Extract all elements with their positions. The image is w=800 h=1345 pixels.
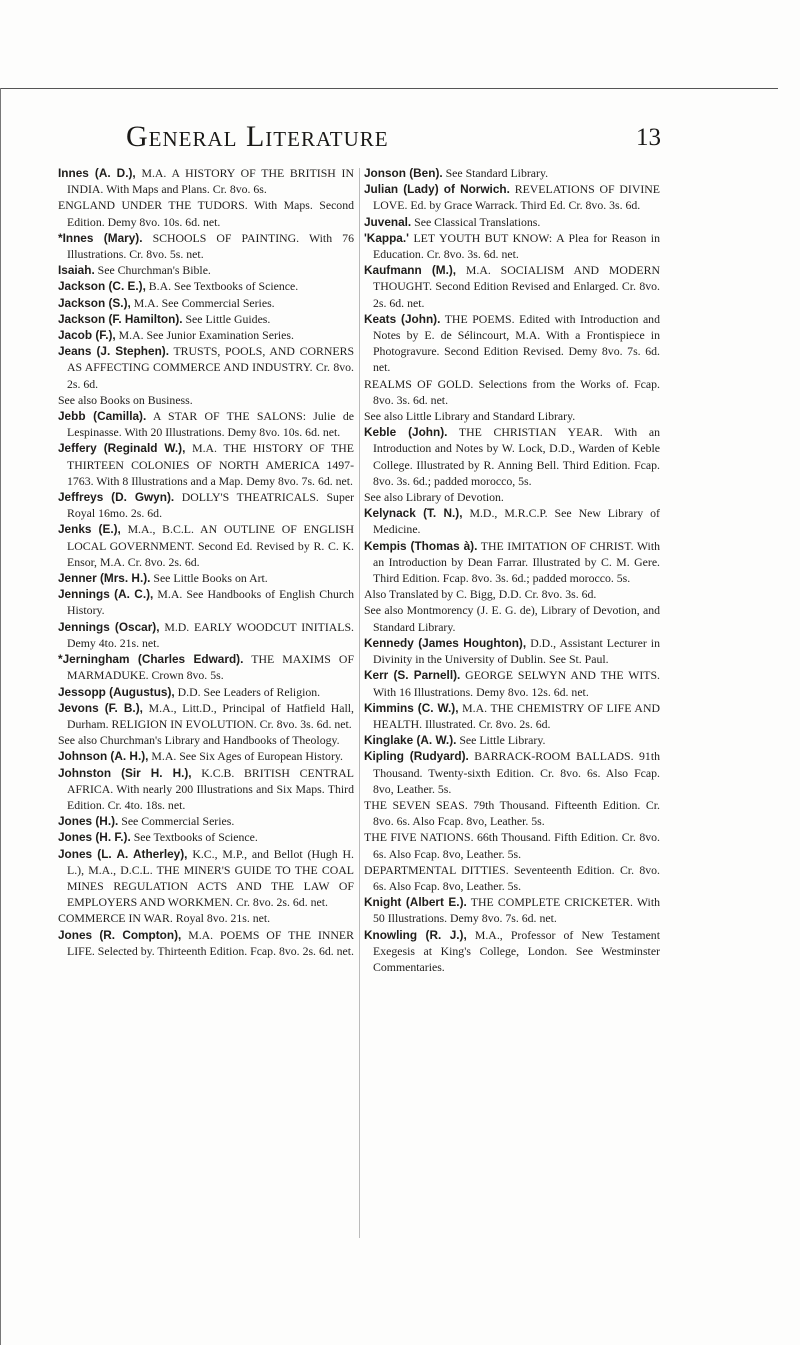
catalog-entry xyxy=(364,311,660,376)
catalog-entry xyxy=(58,230,354,262)
entry-text: DOLLY'S THEATRICALS. Super Royal 16mo. 2s. 6d. xyxy=(67,490,354,521)
entry-text: THE COMPLETE CRICKETER. With 50 Illustrations. Demy 8vo. 7s. 6d. net. xyxy=(373,895,660,926)
entry-author: Innes (A. D.), xyxy=(58,166,136,180)
entry-author: Knowling (R. J.), xyxy=(364,927,467,942)
catalog-entry xyxy=(58,910,354,926)
entry-text: M.A. See Handbooks of English Church History. xyxy=(67,587,354,618)
catalog-entry xyxy=(58,570,354,586)
catalog-entry xyxy=(58,748,354,764)
entry-text: See Standard Library. xyxy=(442,166,549,180)
catalog-entry xyxy=(364,408,660,424)
catalog-entry xyxy=(58,278,354,294)
entry-text: THE MAXIMS OF MARMADUKE. Crown 8vo. 5s. xyxy=(67,652,354,683)
catalog-entry xyxy=(58,829,354,845)
entry-text: See also Little Library and Standard Library. xyxy=(364,409,576,424)
entry-author: 'Kappa.' xyxy=(364,230,409,245)
entry-author: Jackson (S.), xyxy=(58,295,131,310)
entry-text: M.A. A HISTORY OF THE BRITISH IN INDIA. With Maps and Plans. Cr. 8vo. 6s. xyxy=(67,166,354,197)
right-column xyxy=(364,165,660,1315)
catalog-entry xyxy=(364,862,660,894)
entry-text: M.A., B.C.L. AN OUTLINE OF ENGLISH LOCAL GOVERNMENT. Second Ed. Revised by R. C. K. Ensor, M.A. Cr. 8vo. 2s. 6d. xyxy=(67,522,354,569)
entry-author: Keats (John). xyxy=(364,311,441,326)
entry-text: See also Churchman's Library and Handbooks of Theology. xyxy=(58,733,340,748)
entry-author: Jessopp (Augustus), xyxy=(58,684,175,699)
catalog-entry xyxy=(58,846,354,911)
entry-author: Julian (Lady) of Norwich. xyxy=(364,182,510,197)
entry-author: Johnston (Sir H. H.), xyxy=(58,765,192,780)
catalog-entry xyxy=(58,408,354,440)
catalog-entry xyxy=(58,521,354,570)
entry-text: M.A., Litt.D., Principal of Hatfield Hall, Durham. RELIGION IN EVOLUTION. Cr. 8vo. 3s. 6d. net. xyxy=(67,700,354,731)
entry-author: Jones (R. Compton), xyxy=(58,927,182,942)
catalog-entry xyxy=(364,538,660,587)
entry-text: M.A. THE CHEMISTRY OF LIFE AND HEALTH. Illustrated. Cr. 8vo. 2s. 6d. xyxy=(373,700,660,731)
entry-text: B.A. See Textbooks of Science. xyxy=(145,279,299,294)
catalog-entry xyxy=(364,586,660,602)
catalog-entry xyxy=(58,765,354,814)
catalog-entry xyxy=(58,295,354,311)
entry-text: COMMERCE IN WAR. Royal 8vo. 21s. net. xyxy=(58,911,271,926)
entry-text: THE IMITATION OF CHRIST. With an Introduction by Dean Farrar. Illustrated by C. M. Gere. Third Edition. Fcap. 8vo. 3s. 6d.; padded morocco. 5s. xyxy=(373,538,660,586)
page-top-edge xyxy=(0,88,778,89)
catalog-entry xyxy=(364,927,660,976)
entry-author: Kimmins (C. W.), xyxy=(364,700,459,715)
catalog-entry xyxy=(364,376,660,408)
catalog-entry xyxy=(364,732,660,748)
entry-text: LET YOUTH BUT KNOW: A Plea for Reason in Education. Cr. 8vo. 3s. 6d. net. xyxy=(373,230,660,262)
entry-author: Jeans (J. Stephen). xyxy=(58,344,169,359)
catalog-entry xyxy=(364,230,660,262)
catalog-entry xyxy=(58,813,354,829)
entry-text: THE POEMS. Edited with Introduction and Notes by E. de Sélincourt, M.A. With a Frontispiece in Photogravure. Second Edition Revised. Demy 8vo. 7s. 6d. net. xyxy=(373,311,660,375)
entry-text: M.A. See Six Ages of European History. xyxy=(148,749,343,764)
entry-author: *Innes (Mary). xyxy=(58,230,143,245)
entry-author: Jones (H. F.). xyxy=(58,830,131,845)
catalog-entry xyxy=(364,635,660,667)
catalog-entry xyxy=(364,489,660,505)
catalog-entry xyxy=(58,392,354,408)
entry-author: Jeffreys (D. Gwyn). xyxy=(58,490,175,505)
catalog-entry xyxy=(364,424,660,489)
catalog-entry xyxy=(58,732,354,748)
catalog-entry xyxy=(58,586,354,618)
entry-text: K.C., M.P., and Bellot (Hugh H. L.), M.A., D.C.L. THE MINER'S GUIDE TO THE COAL MINES REGULATION ACTS AND THE LAW OF EMPLOYERS AND WORKMEN. Cr. 8vo. 2s. 6d. net. xyxy=(67,846,354,910)
entry-text: REALMS OF GOLD. Selections from the Works of. Fcap. 8vo. 3s. 6d. net. xyxy=(364,376,660,407)
entry-author: Johnson (A. H.), xyxy=(58,749,149,764)
entry-author: Jennings (A. C.), xyxy=(58,587,154,602)
entry-text: See Textbooks of Science. xyxy=(130,830,258,845)
catalog-entry xyxy=(58,343,354,392)
entry-author: Kennedy (James Houghton), xyxy=(364,635,527,650)
catalog-entry xyxy=(364,262,660,311)
entry-text: M.A., Professor of New Testament Exegesis at King's College, London. See Westminster Commentaries. xyxy=(373,927,660,974)
entry-author: Jevons (F. B.), xyxy=(58,700,143,715)
entry-author: Knight (Albert E.). xyxy=(364,895,467,910)
page-number: 13 xyxy=(636,124,661,151)
catalog-entry xyxy=(364,165,660,181)
entry-text: See also Books on Business. xyxy=(58,392,193,407)
entry-author: Kelynack (T. N.), xyxy=(364,506,463,521)
entry-text: M.A. SOCIALISM AND MODERN THOUGHT. Second Edition Revised and Enlarged. Cr. 8vo. 2s. 6d. net. xyxy=(373,263,660,310)
entry-author: Kipling (Rudyard). xyxy=(364,749,469,764)
catalog-entry xyxy=(58,489,354,521)
entry-author: Jones (H.). xyxy=(58,814,119,829)
entry-text: D.D., Assistant Lecturer in Divinity in the University of Dublin. See St. Paul. xyxy=(373,635,660,667)
entry-author: Keble (John). xyxy=(364,425,448,440)
catalog-entry xyxy=(58,165,354,197)
entry-text: See also Library of Devotion. xyxy=(364,490,504,505)
entry-text: See Commercial Series. xyxy=(118,814,235,829)
catalog-entry xyxy=(58,440,354,489)
catalog-entry xyxy=(58,684,354,700)
catalog-entry xyxy=(58,262,354,278)
entry-text: THE SEVEN SEAS. 79th Thousand. Fifteenth Edition. Cr. 8vo. 6s. Also Fcap. 8vo, Leather. 5s. xyxy=(364,797,660,829)
catalog-entry xyxy=(364,214,660,230)
entry-text: K.C.B. BRITISH CENTRAL AFRICA. With nearly 200 Illustrations and Six Maps. Third Edition. Cr. 4to. 18s. net. xyxy=(67,765,354,812)
entry-text: M.A. See Commercial Series. xyxy=(130,295,275,310)
entry-text: REVELATIONS OF DIVINE LOVE. Ed. by Grace Warrack. Third Ed. Cr. 8vo. 3s. 6d. xyxy=(373,182,660,213)
entry-text: TRUSTS, POOLS, AND CORNERS AS AFFECTING COMMERCE AND INDUSTRY. Cr. 8vo. 2s. 6d. xyxy=(67,344,354,391)
entry-text: See Little Library. xyxy=(456,733,546,748)
entry-author: Kaufmann (M.), xyxy=(364,263,457,278)
entry-text: D.D. See Leaders of Religion. xyxy=(174,684,321,699)
entry-author: Jeffery (Reginald W.), xyxy=(58,441,186,456)
entry-text: SCHOOLS OF PAINTING. With 76 Illustrations. Cr. 8vo. 5s. net. xyxy=(67,230,354,262)
entry-text: See Little Guides. xyxy=(182,311,271,326)
catalog-entry xyxy=(58,927,354,959)
entry-author: Jennings (Oscar), xyxy=(58,619,160,634)
entry-author: Kempis (Thomas à). xyxy=(364,538,478,553)
entry-author: Jebb (Camilla). xyxy=(58,409,147,424)
entry-author: *Jerningham (Charles Edward). xyxy=(58,652,244,667)
entry-text: THE FIVE NATIONS. 66th Thousand. Fifth Edition. Cr. 8vo. 6s. Also Fcap. 8vo, Leather. 5s. xyxy=(364,830,660,861)
running-head: General Literature xyxy=(126,120,389,153)
entry-author: Jenner (Mrs. H.). xyxy=(58,571,151,586)
catalog-entry xyxy=(58,327,354,343)
catalog-entry xyxy=(364,829,660,861)
entry-author: Isaiah. xyxy=(58,263,95,278)
entry-text: See Little Books on Art. xyxy=(150,571,268,586)
entry-text: DEPARTMENTAL DITTIES. Seventeenth Edition. Cr. 8vo. 6s. Also Fcap. 8vo, Leather. 5s. xyxy=(364,862,660,893)
entry-text: THE CHRISTIAN YEAR. With an Introduction and Notes by W. Lock, D.D., Warden of Keble College. Illustrated by R. Anning Bell. Third Edition. Fcap. 8vo. 3s. 6d.; padded morocco, 5s. xyxy=(373,425,660,488)
catalog-entry xyxy=(364,667,660,699)
catalog-entry xyxy=(364,797,660,829)
catalog-entry xyxy=(364,748,660,797)
entry-text: See Churchman's Bible. xyxy=(94,263,211,278)
entry-author: Jacob (F.), xyxy=(58,328,116,343)
entry-text: M.A. See Junior Examination Series. xyxy=(115,328,294,343)
entry-author: Jonson (Ben). xyxy=(364,166,443,180)
entry-text: BARRACK-ROOM BALLADS. 91th Thousand. Twenty-sixth Edition. Cr. 8vo. 6s. Also Fcap. 8vo, Leather. 5s. xyxy=(373,749,660,796)
catalog-entry xyxy=(58,197,354,229)
left-column xyxy=(58,165,354,1315)
page-left-edge xyxy=(0,88,1,1345)
entry-text: M.A. POEMS OF THE INNER LIFE. Selected by. Thirteenth Edition. Fcap. 8vo. 2s. 6d. net. xyxy=(67,927,354,958)
entry-author: Juvenal. xyxy=(364,214,412,229)
entry-author: Jackson (C. E.), xyxy=(58,279,146,294)
entry-text: M.D., M.R.C.P. See New Library of Medicine. xyxy=(373,506,660,537)
catalog-entry xyxy=(58,651,354,683)
entry-author: Jackson (F. Hamilton). xyxy=(58,311,183,326)
catalog-entry xyxy=(58,700,354,732)
catalog-entry xyxy=(364,700,660,732)
entry-text: M.D. EARLY WOODCUT INITIALS. Demy 4to. 21s. net. xyxy=(67,619,354,650)
entry-text: A STAR OF THE SALONS: Julie de Lespinasse. With 20 Illustrations. Demy 8vo. 10s. 6d. net. xyxy=(67,409,354,440)
column-divider xyxy=(359,168,360,1238)
catalog-entry xyxy=(58,311,354,327)
entry-text: Also Translated by C. Bigg, D.D. Cr. 8vo. 3s. 6d. xyxy=(364,587,597,602)
entry-author: Jenks (E.), xyxy=(58,522,121,537)
entry-text: M.A. THE HISTORY OF THE THIRTEEN COLONIES OF NORTH AMERICA 1497-1763. With 8 Illustrations and a Map. Demy 8vo. 7s. 6d. net. xyxy=(67,441,354,488)
entry-text: ENGLAND UNDER THE TUDORS. With Maps. Second Edition. Demy 8vo. 10s. 6d. net. xyxy=(58,198,354,229)
entry-author: Jones (L. A. Atherley), xyxy=(58,846,188,861)
entry-text: See Classical Translations. xyxy=(411,214,541,229)
entry-author: Kinglake (A. W.). xyxy=(364,733,457,748)
entry-author: Kerr (S. Parnell). xyxy=(364,668,461,683)
entry-text: GEORGE SELWYN AND THE WITS. With 16 Illustrations. Demy 8vo. 12s. 6d. net. xyxy=(373,668,660,699)
catalog-entry xyxy=(364,181,660,213)
entry-text: See also Montmorency (J. E. G. de), Library of Devotion, and Standard Library. xyxy=(364,603,660,634)
catalog-entry xyxy=(364,894,660,926)
catalog-entry xyxy=(58,619,354,651)
catalog-entry xyxy=(364,505,660,537)
catalog-entry xyxy=(364,602,660,634)
